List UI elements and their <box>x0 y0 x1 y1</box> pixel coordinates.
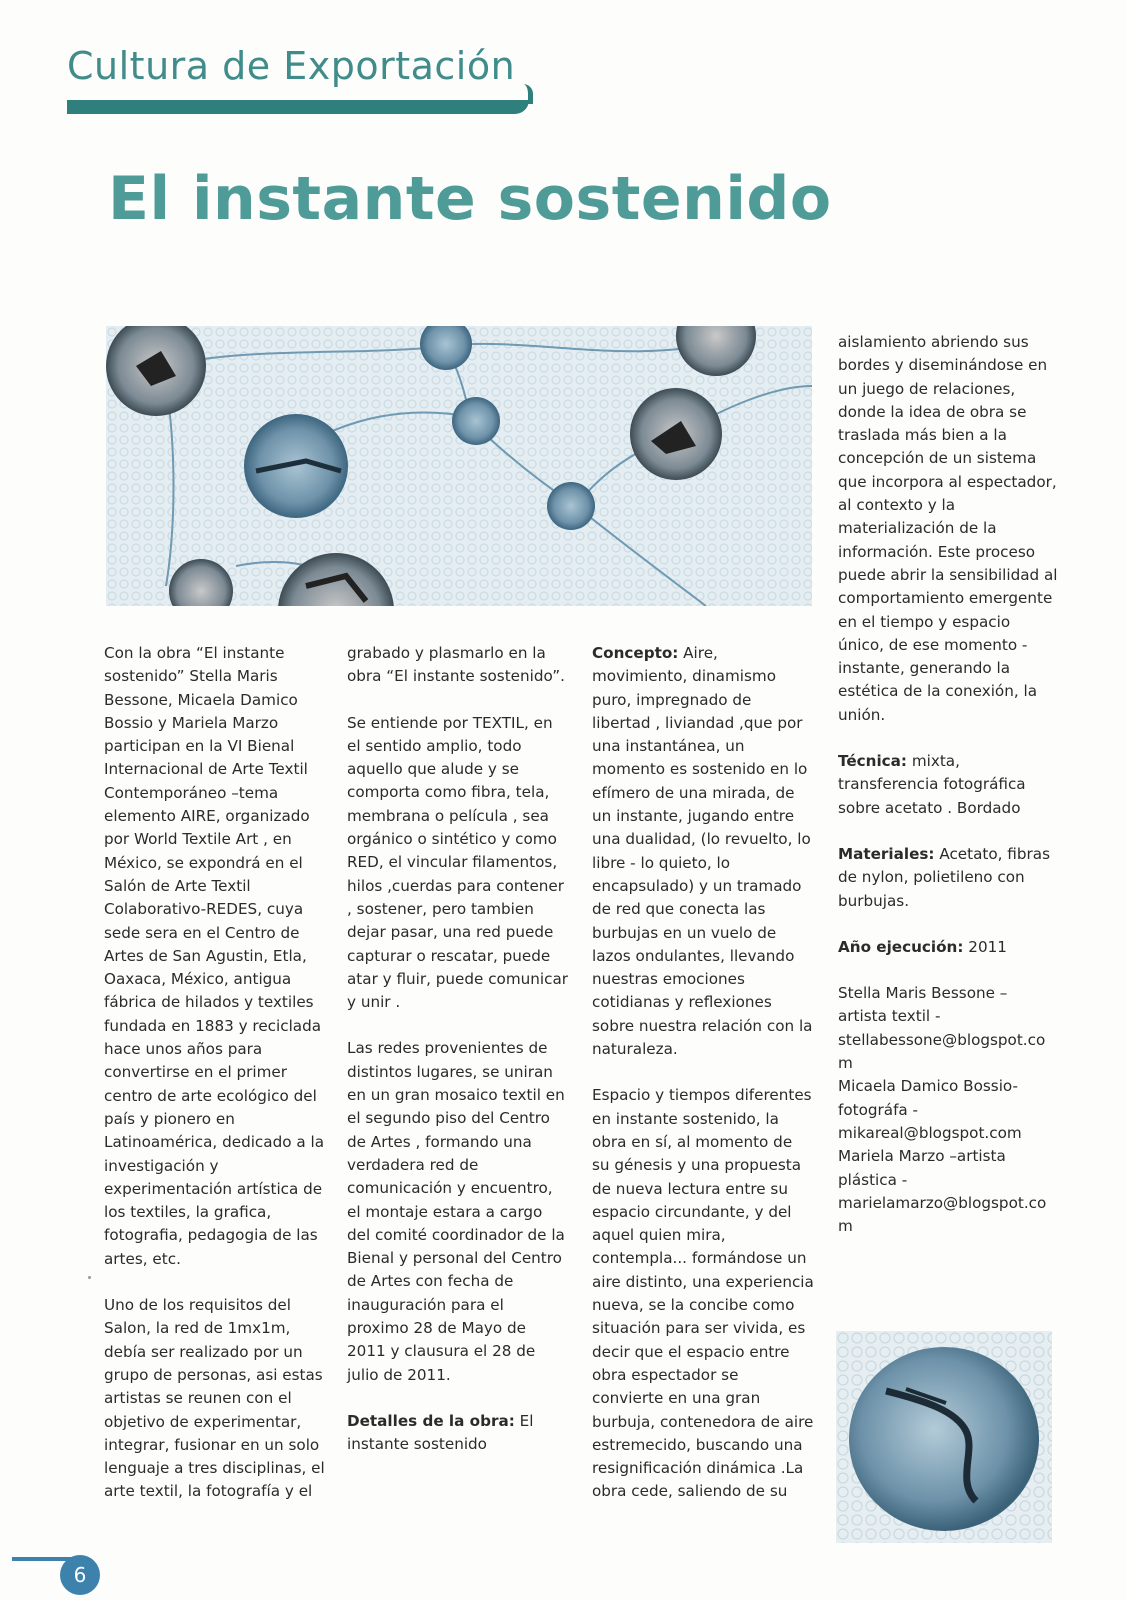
article-column-3 <box>592 642 814 1527</box>
page-number-rule <box>12 1557 72 1561</box>
year-value: 2011 <box>963 937 1007 956</box>
work-details-label: Detalles de la obra: <box>347 1411 515 1430</box>
technique-label: Técnica: <box>838 752 907 771</box>
article-column-2 <box>347 642 569 1480</box>
paragraph: aislamiento abriendo sus bordes y diseminándose en un juego de relaciones, donde la idea de obra se traslada más bien a la concepción de un sistema que incorpora al espectador, al contexto y la materialización de la información. Este proceso puede abrir la sensibilidad al comportamiento emergente en el tiempo y espacio único, de ese momento - instante, generando la estética de la conexión, la unión. <box>838 333 1058 724</box>
paragraph: Se entiende por TEXTIL, en el sentido amplio, todo aquello que alude y se comporta como fibra, tela, membrana o película , sea orgánico o sintético y como RED, el vincular filamentos, hilos ,cuerdas para contener , sostener, pero tambien dejar pasar, una red puede capturar o rescatar, puede atar y fluir, puede comunicar y unir . <box>347 713 568 1012</box>
section-title: Cultura de Exportación <box>67 44 516 88</box>
year-label: Año ejecución: <box>838 937 964 956</box>
article-column-1 <box>104 642 326 1527</box>
credit-line: Mariela Marzo –artista plástica - <box>838 1147 1006 1189</box>
credit-email[interactable]: mikareal@blogspot.com <box>838 1123 1022 1142</box>
technique-info <box>838 750 1060 820</box>
year-info <box>838 936 1060 959</box>
concept-label: Concepto: <box>592 644 679 662</box>
article-column-4 <box>838 331 1060 1238</box>
credit-email[interactable]: stellabessone@blogspot.com <box>838 1030 1046 1073</box>
paragraph: Uno de los requisitos del Salon, la red de 1mx1m, debía ser realizado por un grupo de personas, asi estas artistas se reunen con el objetivo de experimentar, integrar, fusionar en un solo lenguaje a tres disciplinas, el arte textil, la fotografía y el <box>104 1296 325 1501</box>
article-headline: El instante sostenido <box>108 164 832 234</box>
paragraph: Espacio y tiempos diferentes en instante sostenido, la obra en sí, al momento de su génesis y una propuesta de nueva lectura entre su espacio circundante, y del aquel quien mira, contempla... formándose un aire distinto, una experiencia nueva, se la concibe como situación para ser vivida, es decir que el espacio entre obra espectador se convierte en una gran burbuja, contenedora de aire estremecido, buscando una resignificación dinámica .La obra cede, saliendo de su <box>592 1086 814 1501</box>
paragraph: Con la obra “El instante sostenido” Stella Maris Bessone, Micaela Damico Bossio y Mariela Marzo participan en la VI Bienal Internacional de Arte Textil Contemporáneo –tema elemento AIRE, organizado por World Textile Art , en México, se expondrá en el Salón de Arte Textil Colaborativo-REDES, cuya sede sera en el Centro de Artes de San Agustin, Etla, Oaxaca, México, antigua fábrica de hilados y textiles fundada en 1883 y reciclada hace unos años para convertirse en el primer centro de arte ecológico del país y pionero en Latinoamérica, dedicado a la investigación y experimentación artística de los textiles, la grafica, fotografia, pedagogia de las artes, etc. <box>104 644 325 1268</box>
margin-mark <box>88 1276 91 1279</box>
artist-credits <box>838 982 1060 1238</box>
credit-line: Stella Maris Bessone – artista textil - <box>838 984 1008 1026</box>
technique-value: mixta, transferencia fotográfica sobre acetato . Bordado <box>838 752 1026 817</box>
artwork-detail-photo <box>836 1331 1052 1543</box>
materials-label: Materiales: <box>838 844 935 863</box>
paragraph: Las redes provenientes de distintos lugares, se uniran en un gran mosaico textil en el segundo piso del Centro de Artes , formando una verdadera red de comunicación y encuentro, el montaje estara a cargo del comité coordinador de la Bienal y personal del Centro de Artes con fecha de inauguración para el proximo 28 de Mayo de 2011 y clausura el 28 de julio de 2011. <box>347 1039 565 1384</box>
work-details <box>347 1410 569 1457</box>
paragraph: grabado y plasmarlo en la obra “El instante sostenido”. <box>347 644 565 686</box>
artwork-photo <box>106 326 812 606</box>
materials-info <box>838 843 1060 913</box>
page-number: 6 <box>60 1555 100 1595</box>
credit-email[interactable]: marielamarzo@blogspot.com <box>838 1193 1047 1236</box>
credit-line: Micaela Damico Bossio-fotográfa - <box>838 1077 1018 1119</box>
concept-text: Aire, movimiento, dinamismo puro, impregnado de libertad , liviandad ,que por una instantánea, un momento es sostenido en lo efímero de una mirada, de un instante, jugando entre una dualidad, (lo revuelto, lo libre - lo quieto, lo encapsulado) y un tramado de red que conecta las burbujas en un vuelo de lazos ondulantes, llevando nuestras emociones cotidianas y reflexiones sobre nuestra relación con la naturaleza. <box>592 644 813 1059</box>
section-underline <box>67 100 529 114</box>
work-details-value: El instante sostenido <box>347 1411 534 1454</box>
concept-paragraph <box>592 642 814 1061</box>
materials-value: Acetato, fibras de nylon, polietileno con burbujas. <box>838 844 1050 910</box>
